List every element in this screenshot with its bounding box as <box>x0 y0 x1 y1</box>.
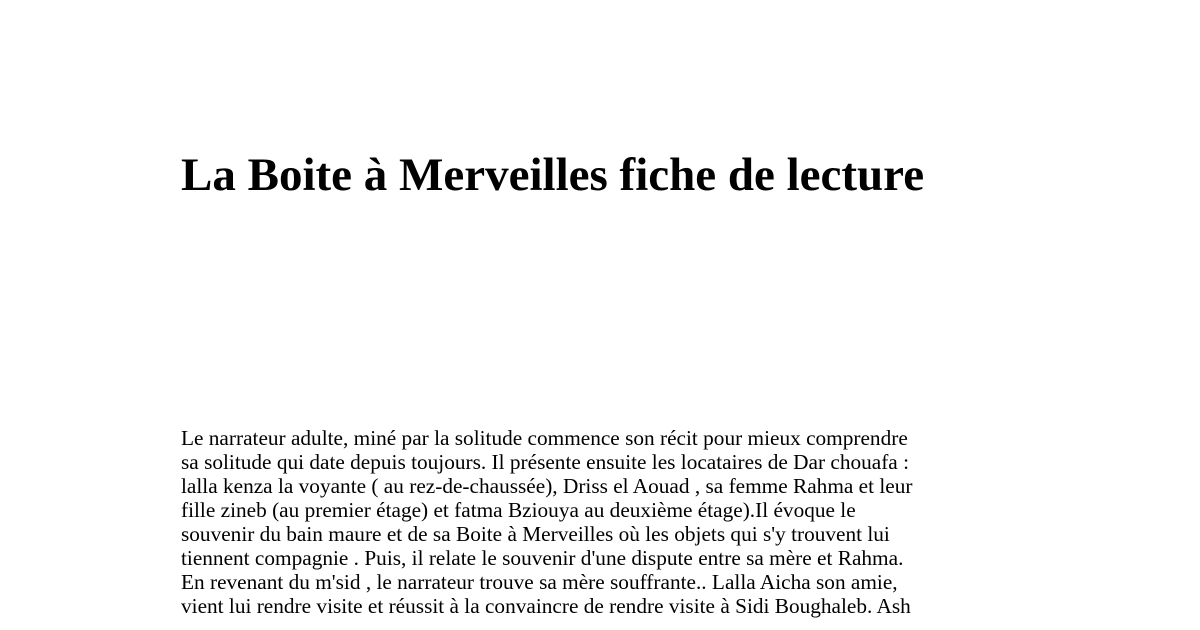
body-line: vient lui rendre visite et réussit à la convaincre de rendre visite à Sidi Boughaleb. Ash <box>181 594 911 618</box>
body-line: tiennent compagnie . Puis, il relate le souvenir d'une dispute entre sa mère et Rahma. <box>181 546 904 570</box>
body-line: souvenir du bain maure et de sa Boite à Merveilles où les objets qui s'y trouvent lui <box>181 522 890 546</box>
body-line: sa solitude qui date depuis toujours. Il présente ensuite les locataires de Dar chouafa : <box>181 450 910 474</box>
body-line: En revenant du m'sid , le narrateur trouve sa mère souffrante.. Lalla Aicha son amie, <box>181 570 898 594</box>
document-title: La Boite à Merveilles fiche de lecture <box>181 149 925 201</box>
body-line: Le narrateur adulte, miné par la solitude commence son récit pour mieux comprendre <box>181 426 908 450</box>
body-line: lalla kenza la voyante ( au rez-de-chaussée), Driss el Aouad , sa femme Rahma et leur <box>181 474 913 498</box>
body-line: fille zineb (au premier étage) et fatma Bziouya au deuxième étage).Il évoque le <box>181 498 856 522</box>
document-body <box>181 426 1041 618</box>
